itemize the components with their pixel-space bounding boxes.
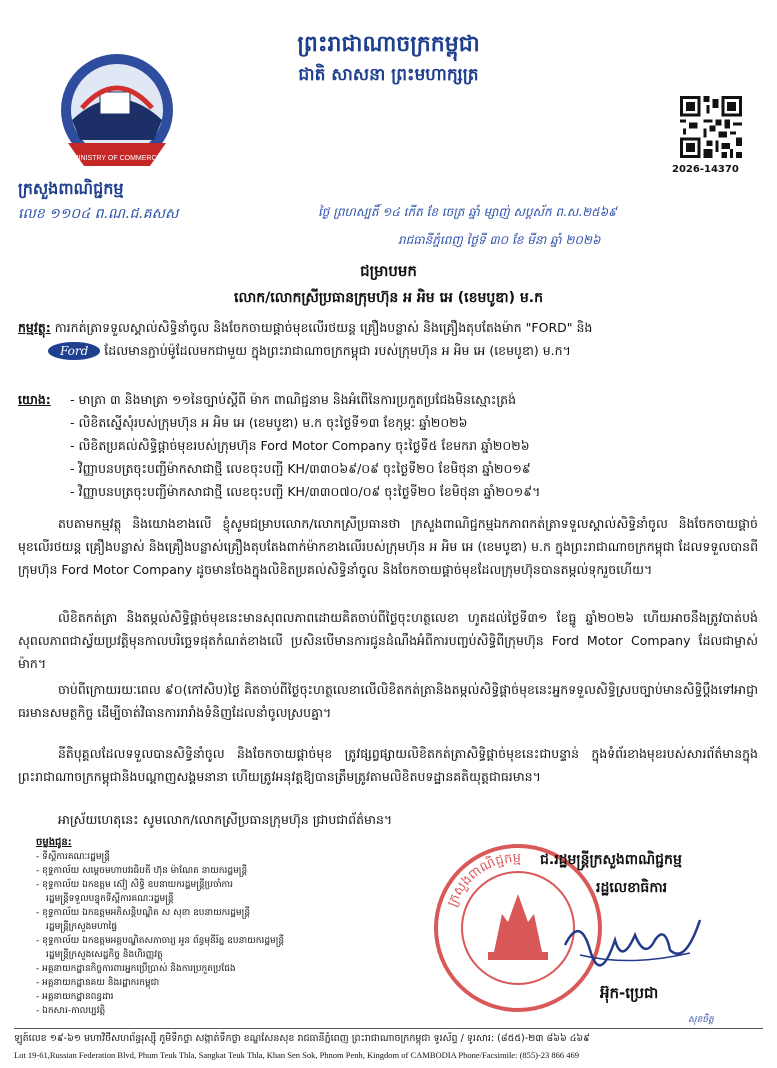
reference-number: លេខ ១១០៤ ព.ណ.ជ.គសស (18, 206, 179, 222)
cc-item: - ខុទ្ទកាល័យ ឯកឧត្តមអគ្គបណ្ឌិតសភាចារ្យ អូន ព័ន្ធមុនីរ័ត្ន ឧបនាយករដ្ឋមន្ត្រី (36, 936, 285, 946)
cc-item: - ខុទ្ទកាល័យ ឯកឧត្តមអភិសន្តិបណ្ឌិត ស សុខា ឧបនាយករដ្ឋមន្ត្រី (36, 908, 251, 918)
body-paragraph-4: នីតិបុគ្គលដែលទទួលបានសិទ្ធិនាំចូល និងចែកចាយផ្តាច់មុខ ត្រូវផ្សព្វផ្សាយលិខិតកត់ត្រាសិទ្ធិផ្តាច់មុខនេះជាបន្ទាន់ ក្នុងទំព័រខាងមុខរបស់សារព័ត៌មានក្នុងព្រះរាជាណាចក្រកម្ពុជានិងបណ្តាញសង្គមនានា ហើយត្រូវអនុវត្តឱ្យបានត្រឹមត្រូវតាមលិខិតបទដ្ឋានគតិយុត្តជាធរមាន។ (18, 746, 758, 784)
references-block (18, 388, 758, 503)
logo-text: MINISTRY OF COMMERCE (72, 155, 162, 162)
body-paragraph-3: ចាប់ពីក្រោយរយៈពេល ៩០(កៅសិប)ថ្ងៃ គិតចាប់ពីថ្ងៃចុះហត្ថលេខាលើលិខិតកត់ត្រានិងតម្កល់សិទ្ធិផ្តាច់មុខនេះអ្នកទទួលសិទ្ធិស្របច្បាប់មានសិទ្ធិប្តឹងទៅអាជ្ញាធរមានសមត្ថកិច្ច ដើម្បីចាត់វិធានការរារាំងទំនិញដែលនាំចូលស្របគ្នា។ (18, 682, 758, 720)
references-label: យោង: (18, 392, 51, 407)
reference-item: - លិខិតស្នើសុំរបស់ក្រុមហ៊ុន អ អិម អេ (ខេមបូឌា) ម.ក ចុះថ្ងៃទី១៣ ខែកុម្ភៈ ឆ្នាំ២០២៦ (70, 415, 468, 430)
initials: សុខចិត្ត (688, 1015, 714, 1025)
cc-item: រដ្ឋមន្ត្រីក្រសួងមហាផ្ទៃ (46, 922, 118, 932)
cc-block (36, 836, 416, 1018)
subject-block (18, 316, 758, 362)
reference-item: - មាត្រា ៣ និងមាត្រា ១១នៃច្បាប់ស្តីពី ម៉ាក ពាណិជ្ជនាម និងអំពើនៃការប្រកួតប្រជែងមិនស្មោះត្រង់ (70, 392, 517, 407)
subject-text-2: ដែលមានភ្ជាប់ម៉ូដែលមកជាមួយ ក្នុងព្រះរាជាណាចក្រកម្ពុជា របស់ក្រុមហ៊ុន អ អិម អេ (ខេមបូឌា) ម.ក។ (104, 343, 571, 358)
subject-label: កម្មវត្ថុ: (18, 320, 51, 335)
ford-logo: Ford (48, 342, 100, 360)
signatory-name: អ៊ុក-ប្រេជា (600, 984, 659, 1002)
cc-item: - ឯកសារ-កាលប្បវត្តិ (36, 1006, 106, 1016)
national-motto: ជាតិ សាសនា ព្រះមហាក្សត្រ (298, 65, 479, 85)
cc-item: - ទីស្តីការគណៈរដ្ឋមន្ត្រី (36, 852, 110, 862)
cc-item: - ខុទ្ទកាល័យ សម្តេចមហាបវរធិបតី ហ៊ុន ម៉ាណែត នាយករដ្ឋមន្ត្រី (36, 866, 248, 876)
ministry-logo (42, 48, 192, 178)
lunar-date: ថ្ងៃ ព្រហស្បតិ៍ ១៤ កើត ខែ ចេត្រ ឆ្នាំ ម្សាញ់ សប្តស័ក ព.ស.២៥៦៩ (318, 205, 617, 219)
svg-text:ក្រសួងពាណិជ្ជកម្ម (445, 851, 521, 909)
cc-item: - អគ្គនាយកដ្ឋានកិច្ចការពារអ្នកប្រើប្រាស់ និងការប្រកួតប្រជែង (36, 964, 236, 974)
qr-code-number: 2026-14370 (672, 164, 739, 175)
seal-text: ក្រសួងពាណិជ្ជកម្ម (444, 850, 522, 910)
signatory-position: រដ្ឋលេខាធិការ (596, 880, 668, 896)
reference-item: - វិញ្ញាបនបត្រចុះបញ្ជីម៉ាកសាជាថ្មី លេខចុះបញ្ជី KH/៣៣០៧០/០៩ ចុះថ្ងៃទី២០ ខែមិថុនា ឆ្នាំ២០១៩។ (70, 484, 541, 499)
cc-item: រដ្ឋមន្ត្រីទទួលបន្ទុកទីស្តីការគណៈរដ្ឋមន្ត្រី (46, 894, 174, 904)
cc-item: រដ្ឋមន្ត្រីក្រសួងសេដ្ឋកិច្ច និងហិរញ្ញវត្ថុ (46, 950, 163, 960)
cc-item: - អគ្គនាយកដ្ឋានពន្ធដារ (36, 992, 114, 1002)
recipient-line: លោក/លោកស្រីប្រធានក្រុមហ៊ុន អ អិម អេ (ខេមបូឌា) ម.ក (234, 290, 543, 306)
subject-text-1: ការកត់ត្រាទទួលស្គាល់សិទ្ធិនាំចូល និងចែកចាយផ្តាច់មុខលើរថយន្ត គ្រឿងបន្លាស់ និងគ្រឿងតុបតែងម៉ាក "FORD" និង (54, 320, 593, 335)
closing-sentence: អាស្រ័យហេតុនេះ សូមលោក/លោកស្រីប្រធានក្រុមហ៊ុន ជ្រាបជាព័ត៌មាន។ (58, 812, 393, 827)
cc-label: ចម្លងជូន: (36, 837, 72, 848)
handwritten-signature (560, 905, 710, 975)
kingdom-title: ព្រះរាជាណាចក្រកម្ពុជា (297, 32, 480, 57)
qr-code-icon (680, 96, 742, 158)
place-date: រាជធានីភ្នំពេញ ថ្ងៃទី ៣០ ខែ មីនា ឆ្នាំ ២០២៦ (398, 233, 601, 247)
body-paragraph-2: លិខិតកត់ត្រា និងតម្កល់សិទ្ធិផ្តាច់មុខនេះមានសុពលភាពដោយគិតចាប់ពីថ្ងៃចុះហត្ថលេខា ហូតដល់ថ្ងៃទី៣១ ខែធ្នូ ឆ្នាំ២០២៦ ហើយអាចនឹងត្រូវបាត់បង់សុពលភាពជាស្វ័យប្រវត្តិមុនកាលបរិច្ឆេទផុតកំណត់ខាងលើ ប្រសិនបើមានការជូនដំណឹងអំពីការបញ្ចប់សិទ្ធិពីក្រុមហ៊ុន Ford Motor Company ដែលជាម្ចាស់ម៉ាក។ (18, 610, 758, 671)
cc-item: - ខុទ្ទកាល័យ ឯកឧត្តម ស៊ៀ សិទ្ធិ ឧបនាយករដ្ឋមន្ត្រីប្រចាំការ (36, 880, 233, 890)
footer-divider (14, 1028, 763, 1029)
cc-item: - អគ្គនាយកដ្ឋានគយ និងរដ្ឋាករកម្ពុជា (36, 978, 160, 988)
reference-item: - លិខិតប្រគល់សិទ្ធិផ្តាច់មុខរបស់ក្រុមហ៊ុន Ford Motor Company ចុះថ្ងៃទី៥ ខែមករា ឆ្នាំ២០២៦ (70, 438, 530, 453)
signatory-title: ជ.រដ្ឋមន្ត្រីក្រសួងពាណិជ្ជកម្ម (540, 852, 682, 868)
body-paragraph-1: តបតាមកម្មវត្ថុ និងយោងខាងលើ ខ្ញុំសូមជម្រាបលោក/លោកស្រីប្រធានថា ក្រសួងពាណិជ្ជកម្មឯកភាពកត់ត្រាទទួលស្គាល់សិទ្ធិនាំចូល និងចែកចាយផ្តាច់មុខលើរថយន្ត គ្រឿងបន្លាស់ និងគ្រឿងបន្លាស់គ្រឿងតុបតែងពាក់ម៉ាកខាងលើរបស់ក្រុមហ៊ុន អ អិម អេ (ខេមបូឌា) ម.ក ក្នុងព្រះរាជាណាចក្រកម្ពុជា ដែលទទួលបានពីក្រុមហ៊ុន Ford Motor Company ដូចមានចែងក្នុងលិខិតប្រគល់សិទ្ធិនាំចូល និងចែកចាយផ្តាច់មុខដែលក្រុមហ៊ុនបានតម្កល់ទុករួចហើយ។ (18, 516, 758, 577)
notice-heading: ជម្រាបមក (360, 262, 417, 280)
footer-address-khmer: ឡូត៍លេខ ១៩-៦១ មហាវិថីសហព័ន្ធរុស្ស៊ី ភូមិទឹកថ្លា សង្កាត់ទឹកថ្លា ខណ្ឌសែនសុខ រាជធានីភ្នំពេញ ព្រះរាជាណាចក្រកម្ពុជា ទូរស័ព្ទ / ទូរសារ: (៨៥៥)-២៣ ៨៦៦ ៤៦៩ (14, 1033, 590, 1044)
ministry-name: ក្រសួងពាណិជ្ជកម្ម (18, 179, 124, 198)
reference-item: - វិញ្ញាបនបត្រចុះបញ្ជីម៉ាកសាជាថ្មី លេខចុះបញ្ជី KH/៣៣០៦៩/០៩ ចុះថ្ងៃទី២០ ខែមិថុនា ឆ្នាំ២០១៩ (70, 461, 531, 476)
footer-address-english: Lot 19-61,Russian Federation Blvd, Phum Teuk Thla, Sangkat Teuk Thla, Khan Sen Sok, Phnom Penh, Kingdom of CAMBODIA Phone/Facsimile: (855)-23 866 469 (14, 1050, 580, 1060)
